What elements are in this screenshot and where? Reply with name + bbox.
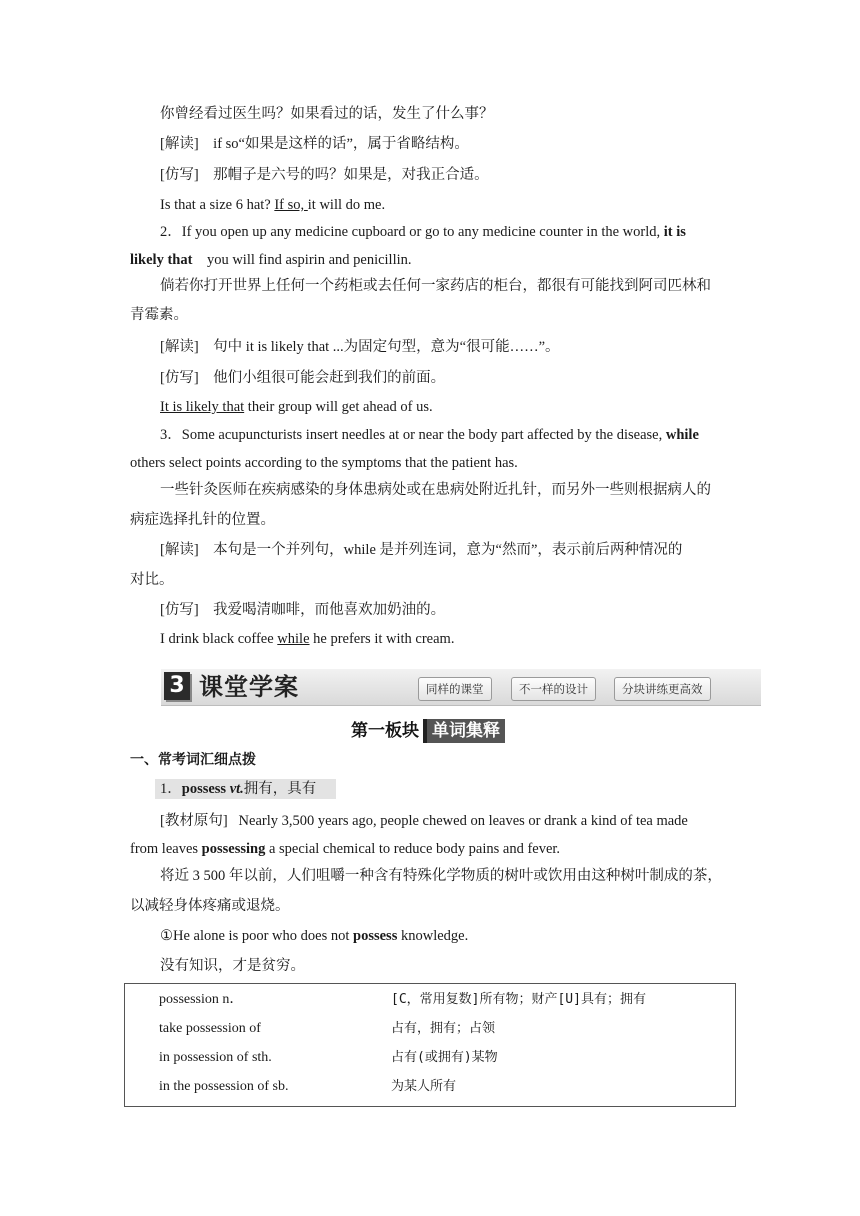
- text-line: [解读] 句中 it is likely that ...为固定句型，意为“很可能……”。: [160, 339, 560, 355]
- answer-blank: while: [277, 631, 310, 647]
- text-line: ①He alone is poor who does not possess knowledge.: [160, 928, 469, 944]
- banner-pill: 分块讲练更高效: [614, 677, 711, 701]
- section-tag: 单词集释: [423, 719, 505, 743]
- banner-pill: 不一样的设计: [511, 677, 596, 701]
- text-line: 以减轻身体疼痛或退烧。: [130, 898, 290, 914]
- text-line: I drink black coffee while he prefers it with cream.: [160, 631, 455, 647]
- answer-blank: If so,: [274, 197, 308, 213]
- text-line: Is that a size 6 hat? If so, it will do me.: [160, 197, 386, 213]
- text-line: 青霉素。: [130, 307, 188, 323]
- text-line: likely that you will find aspirin and penicillin.: [130, 252, 412, 268]
- text-line: 对比。: [130, 572, 174, 588]
- text-line: [仿写] 那帽子是六号的吗？如果是，对我正合适。: [160, 167, 489, 183]
- text-line: 2．If you open up any medicine cupboard or go to any medicine counter in the world, it is: [160, 224, 686, 240]
- text-line: It is likely that their group will get ahead of us.: [160, 399, 433, 415]
- banner-title: 课堂学案: [199, 673, 299, 701]
- banner-pill: 同样的课堂: [418, 677, 492, 701]
- text-line: 将近 3 500 年以前，人们咀嚼一种含有特殊化学物质的树叶或饮用由这种树叶制成的茶，: [160, 868, 722, 884]
- text-line: from leaves possessing a special chemical to reduce body pains and fever.: [130, 841, 561, 857]
- text-line: 倘若你打开世界上任何一个药柜或去任何一家药店的柜台，都很有可能找到阿司匹林和: [160, 278, 711, 294]
- text-line: 病症选择扎针的位置。: [130, 512, 275, 528]
- text-line: [解读] if so“如果是这样的话”，属于省略结构。: [160, 136, 469, 152]
- section-banner: [161, 669, 761, 706]
- text-line: [仿写] 我爱喝清咖啡，而他喜欢加奶油的。: [160, 602, 446, 618]
- text-line: [仿写] 他们小组很可能会赶到我们的前面。: [160, 370, 446, 386]
- text-line: others select points according to the symptoms that the patient has.: [130, 455, 518, 471]
- text-line: 你曾经看过医生吗？如果看过的话，发生了什么事？: [160, 106, 494, 122]
- text-line: 没有知识，才是贫穷。: [160, 958, 305, 974]
- text-line: 3．Some acupuncturists insert needles at or near the body part affected by the disease, while: [160, 427, 699, 443]
- text-line: [教材原句] Nearly 3,500 years ago, people chewed on leaves or drank a kind of tea made: [160, 813, 688, 829]
- phrase-table: possession n． [C，常用复数]所有物；财产[U]具有；拥有 take possession of 占有，拥有；占领 in possession of sth. 占有(或拥有)某物 in the possession of sb. 为某人所有: [124, 983, 736, 1107]
- text-line: [解读] 本句是一个并列句，while 是并列连词，意为“然而”，表示前后两种情况的: [160, 542, 683, 558]
- subsection-heading: 一、常考词汇细点拨: [130, 752, 256, 768]
- answer-blank: It is likely that: [160, 399, 245, 415]
- section-title: 第一板块 单词集释: [351, 719, 505, 743]
- word-entry-heading: 1．possess vt.拥有，具有: [155, 779, 336, 799]
- section-number-badge: 3: [164, 672, 190, 700]
- text-line: 一些针灸医师在疾病感染的身体患病处或在患病处附近扎针，而另外一些则根据病人的: [160, 482, 711, 498]
